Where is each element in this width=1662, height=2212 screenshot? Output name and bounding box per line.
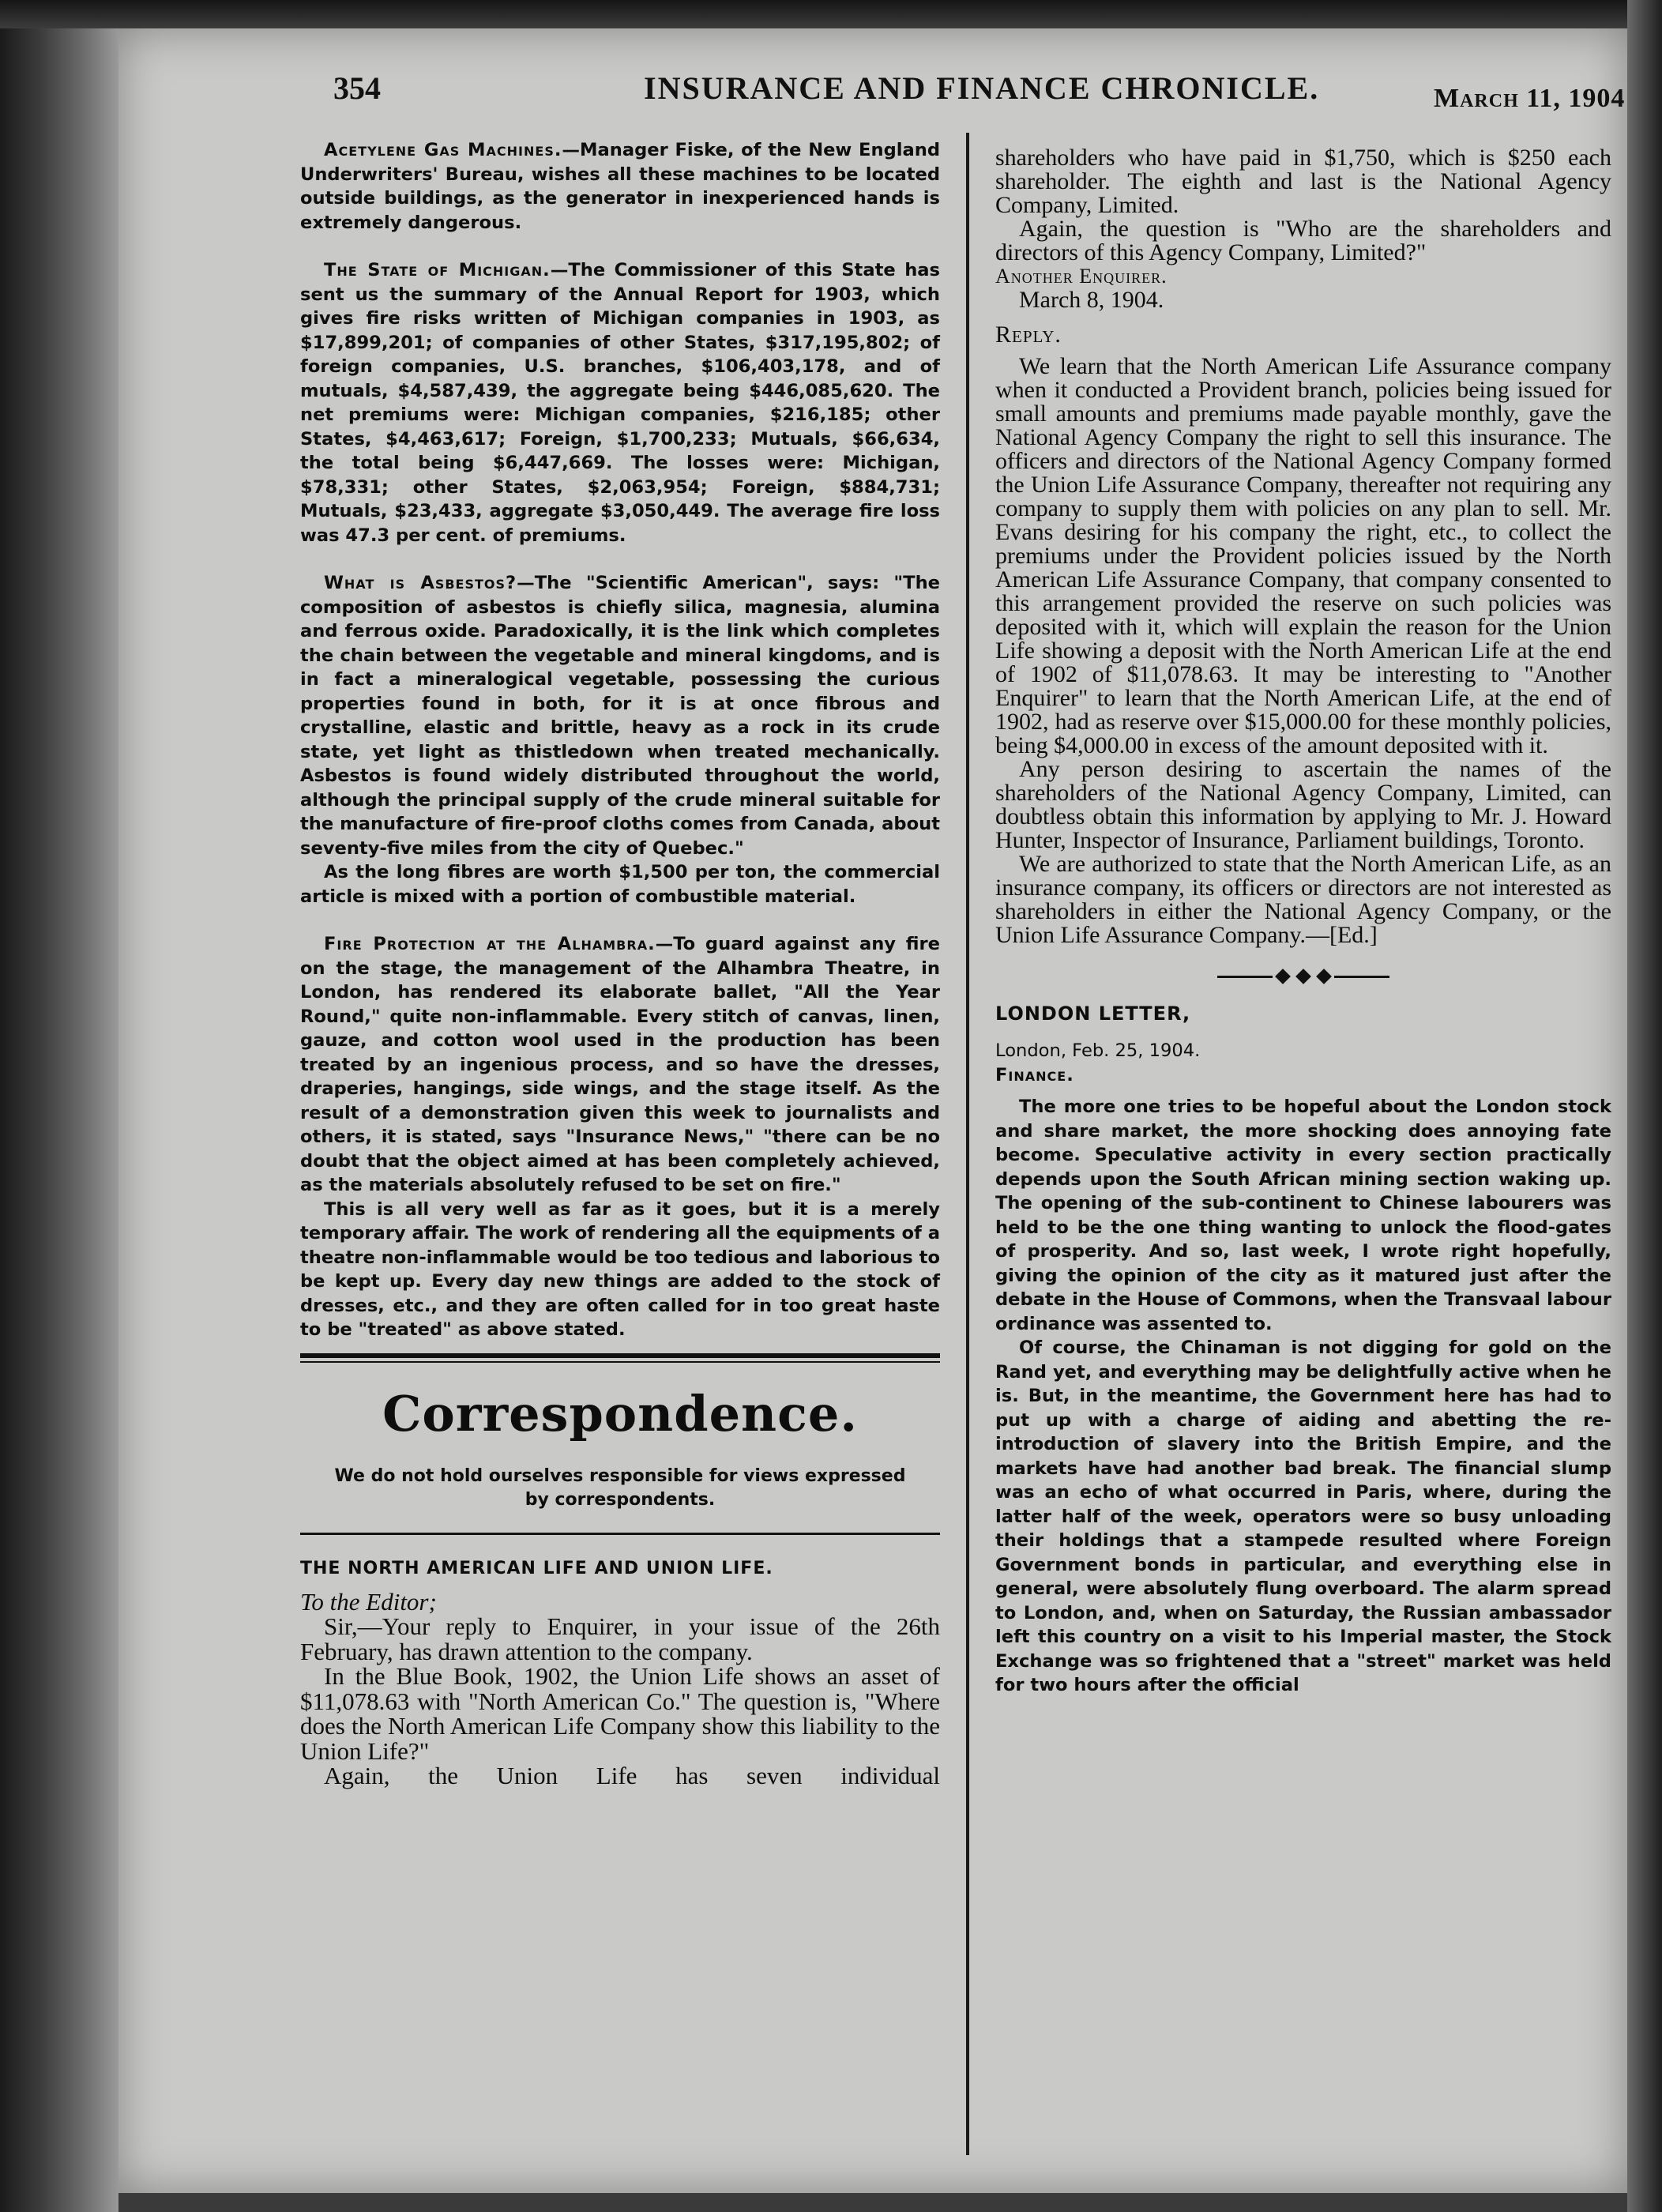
letter-paragraph: In the Blue Book, 1902, the Union Life shows an asset of $11,078.63 with "North American Co." The question is, "Where does the North American Life Company show this liability to the Union Life?"	[300, 1662, 940, 1765]
article-acetylene	[300, 138, 940, 235]
section-rule	[300, 1361, 940, 1363]
issue-date: March 11, 1904	[1434, 84, 1626, 113]
reply-heading: Reply.	[995, 322, 1062, 348]
article-heading: What is Asbestos?	[324, 573, 517, 593]
article-body: —The "Scientific American", says: "The composition of asbestos is chiefly silica, magnesia, alumina and ferrous oxide. Paradoxically, it is the link which completes the chain between the vegetable and mineral kingdoms, and is in fact a mineralogical vegetable, possessing the curious properties found in both, for it is at once fibrous and crystalline, elastic and brittle, heavy as a rock in its crude state, yet light as thistledown when treated mechanically. Asbestos is found widely distributed throughout the world, although the principal supply of the crude mineral suitable for the manufacture of fire-proof cloths comes from Canada, about seventy-five miles from the city of Quebec."	[300, 573, 940, 859]
scan-border-left	[0, 0, 118, 2212]
reply-paragraph: Any person desiring to ascertain the names of the shareholders of the National Agency Company, Limited, can doubtless obtain this information by applying to Mr. J. Howard Hunter, Inspector of Insurance, Parliament buildings, Toronto.	[995, 756, 1611, 853]
section-title-correspondence: Correspondence.	[382, 1384, 858, 1443]
article-alhambra-cont: This is all very well as far as it goes, but it is a merely temporary affair. The work of rendering all the equipments of a theatre non-inflammable would be too tedious and laborious to be kept up. Every day new things are added to the stock of dresses, etc., and they are often called for in too great haste to be "treated" as above stated.	[300, 1198, 940, 1340]
letter-paragraph: Sir,—Your reply to Enquirer, in your issue of the 26th February, has drawn attention to the company.	[300, 1612, 940, 1665]
journal-title: INSURANCE AND FINANCE CHRONICLE.	[644, 70, 1320, 106]
article-body: —To guard against any fire on the stage, the management of the Alhambra Theatre, in London, has rendered its elaborate ballet, "All the Year Round," quite non-inflammable. Every stitch of canvas, linen, gauze, and cotton wool used in the production has been treated by an ingenious process, and so have the dresses, draperies, hangings, side wings, and the stage itself. As the result of a demonstration given this week to journalists and others, it is stated, says "Insurance News," "there can be no doubt that the object aimed at has been completely achieved, as the materials absolutely refused to be set on fire."	[300, 934, 940, 1195]
disclaimer-line: We do not hold ourselves responsible for views expressed	[334, 1465, 906, 1486]
article-asbestos	[300, 571, 940, 860]
letter-paragraph: Again, the Union Life has seven individual	[324, 1762, 940, 1789]
article-body: —The Commissioner of this State has sent us the summary of the Annual Report for 1903, which gives fire risks written of Michigan companies in 1903, as $17,899,201; of companies of other States, $317,195,802; of foreign companies, U.S. branches, $106,403,178, and of mutuals, $4,587,439, the aggregate being $446,085,620. The net premiums were: Michigan companies, $216,185; other States, $4,463,617; Foreign, $1,700,233; Mutuals, $66,634, the total being $6,447,669. The losses were: Michigan, $78,331; other States, $2,063,954; Foreign, $884,731; Mutuals, $23,433, aggregate $3,050,449. The average fire loss was 47.3 per cent. of premiums.	[300, 260, 940, 546]
right-column	[995, 146, 1611, 1698]
london-dateline: London, Feb. 25, 1904.	[995, 1040, 1201, 1061]
article-heading: The State of Michigan.	[324, 260, 551, 280]
article-michigan	[300, 258, 940, 547]
london-paragraph: Of course, the Chinaman is not digging for gold on the Rand yet, and everything may be delightfully active when he is. But, in the meantime, the Government here has had to put up with a charge of aiding and abetting the re-introduction of slavery into the British Empire, and the markets have had another bad break. The financial slump was an echo of what occurred in Paris, where, during the latter half of the week, operators were so busy unloading their holdings that a stampede resulted where Foreign Government bonds in particular, and everything else in general, were absolutely flung overboard. The alarm spread to London, and, when on Saturday, the Russian ambassador left this country on a visit to his Imperial master, the Stock Exchange was so frightened that a "street" market was held for two hours after the official	[995, 1337, 1611, 1695]
page-number: 354	[333, 70, 381, 106]
section-rule	[300, 1533, 940, 1535]
letter-paragraph: shareholders who have paid in $1,750, which is $250 each shareholder. The eighth and last is the National Agency Company, Limited.	[995, 145, 1611, 218]
article-heading: Acetylene Gas Machines.	[324, 140, 562, 160]
disclaimer-line: by correspondents.	[525, 1489, 716, 1510]
letter-heading: THE NORTH AMERICAN LIFE AND UNION LIFE.	[300, 1558, 773, 1578]
article-alhambra	[300, 932, 940, 1198]
correspondence-disclaimer	[300, 1465, 940, 1512]
reply-paragraph: We are authorized to state that the North American Life, as an insurance company, its officers or directors are not interested as shareholders in either the National Agency Company, or the Union Life Assurance Company.—[Ed.]	[995, 851, 1611, 948]
letter-paragraph: Again, the question is "Who are the shareholders and directors of this Agency Company, Limited?"	[995, 216, 1611, 265]
london-letter-heading: LONDON LETTER,	[995, 1003, 1191, 1025]
scan-border-right	[1627, 0, 1662, 2212]
letter-salutation: To the Editor;	[300, 1587, 437, 1616]
finance-heading: Finance.	[995, 1064, 1074, 1085]
london-paragraph: The more one tries to be hopeful about the London stock and share market, the more shocking does annoying fate become. Speculative activity in every section practically depends upon the South African mining section waking up. The opening of the sub-continent to Chinese labourers was held to be the one thing wanting to unlock the flood-gates of prosperity. And so, last week, I wrote right hopefully, giving the opinion of the city as it matured just after the debate in the House of Commons, when the Transvaal labour ordinance was assented to.	[995, 1097, 1611, 1334]
article-body: —Manager Fiske, of the New England Underwriters' Bureau, wishes all these machines to be located outside buildings, as the generator in inexperienced hands is extremely dangerous.	[300, 140, 940, 233]
letter-signature: Another Enquirer.	[995, 265, 1168, 288]
article-asbestos-cont: As the long fibres are worth $1,500 per ton, the commercial article is mixed with a portion of combustible material.	[300, 862, 940, 907]
scan-border-top	[0, 0, 1662, 28]
left-column	[300, 138, 940, 1789]
letter-date: March 8, 1904.	[1019, 287, 1164, 313]
article-heading: Fire Protection at the Alhambra.	[324, 934, 656, 954]
ornament-divider	[995, 963, 1611, 987]
section-rule	[300, 1353, 940, 1358]
column-divider	[966, 133, 969, 2155]
reply-paragraph: We learn that the North American Life Assurance company when it conducted a Provident branch, policies being issued for small amounts and premiums made payable monthly, gave the National Agency Company the right to sell this insurance. The officers and directors of the National Agency Company formed the Union Life Assurance Company, thereafter not requiring any company to supply them with policies on any plan to sell. Mr. Evans desiring for his company the right, etc., to collect the premiums under the Provident policies issued by the North American Life Assurance Company, that company consented to this arrangement provided the reserve on such policies was deposited with it, which will explain the reason for the Union Life showing a deposit with the North American Life at the end of 1902 of $11,078.63. It may be interesting to "Another Enquirer" to learn that the North American Life, at the end of 1902, had as reserve over $15,000.00 for these monthly policies, being $4,000.00 in excess of the amount deposited with it.	[995, 353, 1611, 758]
